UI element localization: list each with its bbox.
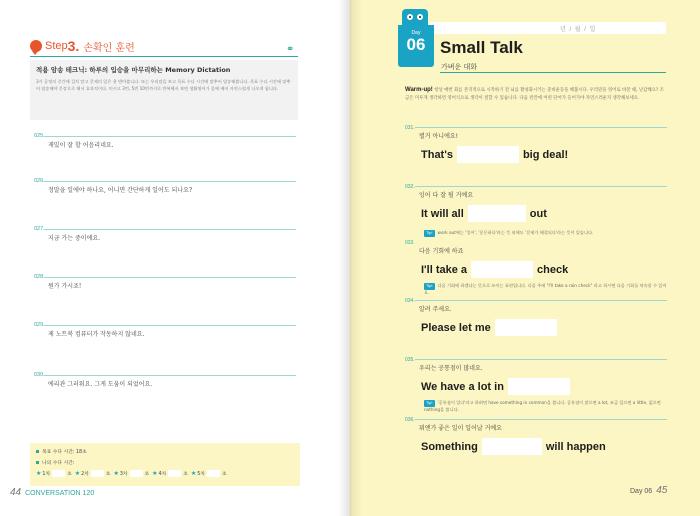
english-sentence: That's big deal!: [421, 146, 568, 163]
question-rule: [44, 277, 296, 278]
left-footer: [10, 487, 94, 498]
answer-blank[interactable]: [457, 146, 519, 163]
step-label: Step: [45, 40, 68, 52]
question-number: 033.: [405, 240, 415, 246]
question-rule: [415, 300, 667, 301]
try-3: ★ 3차 초: [113, 470, 150, 477]
question-number: 035.: [405, 357, 415, 363]
question-number: 027.: [34, 226, 45, 232]
eye-icon: [407, 14, 413, 20]
tip-note: Tip! work out에는 '잉어', '운동하다'라는 뜻 외에도 '문제가 해결되다'라는 뜻이 있습니다.: [426, 230, 594, 235]
korean-prompt: 별거 아니에요!: [419, 133, 459, 140]
time-record-box: [30, 443, 300, 486]
tip-note: Tip! 다음 기회에 하겠다는 뜻으로 쓰이는 표현입니다. 다음 주에 "I'll take a rain check" 라고 하시면 다음 기회를 약속할 수 있어요.: [424, 283, 667, 295]
question-rule: [415, 419, 667, 420]
warmup-label: Warm-up!: [405, 87, 433, 93]
korean-prompt: 알려 주세요.: [419, 306, 452, 313]
time-input[interactable]: [52, 470, 65, 477]
page-number: 45: [656, 485, 668, 496]
header-rule: [30, 56, 298, 57]
answer-blank[interactable]: [471, 261, 533, 278]
try-5: ★ 5차 초: [190, 470, 227, 477]
my-time-label: 나의 수다 시간:: [36, 459, 294, 466]
question-text: 뭔가 가시죠!: [48, 283, 82, 290]
question-number: 026.: [34, 178, 45, 184]
question-rule: [44, 375, 296, 376]
tip-note: Tip! '공통점이 있다'라고 하려면 have something in common을 씁니다. 공통점이 많으면 a lot, 조금 있으면 a little, 없으면 nothing을 씁니다.: [424, 400, 661, 412]
time-input[interactable]: [91, 470, 104, 477]
date-ribbon: [430, 22, 666, 34]
lesson-title: Small Talk: [440, 38, 523, 57]
star-icon: ★: [113, 470, 119, 477]
time-input[interactable]: [207, 470, 220, 477]
step-header: [30, 38, 135, 54]
answer-blank[interactable]: [508, 378, 570, 395]
question-number: 034.: [405, 298, 415, 304]
time-input[interactable]: [130, 470, 143, 477]
english-sentence: It will all out: [421, 205, 547, 222]
warmup-text: [405, 87, 667, 102]
question-rule: [415, 359, 667, 360]
question-number: 036.: [405, 417, 415, 423]
korean-prompt: 뭐엔가 좋은 일이 일어날 거예요: [419, 425, 502, 432]
question-text: 재밌이 잘 할 어음리네요.: [48, 142, 114, 149]
tip-tag: Tip!: [426, 400, 433, 405]
goal-time: 목표 수다 시간: 18초: [36, 448, 294, 455]
question-text: 정말을 일에야 하나요, 어니면 간단하게 일어도 되나요?: [48, 187, 193, 194]
page-number: 44: [10, 487, 22, 498]
question-rule: [415, 186, 667, 187]
lesson-subtitle: 가벼운 대화: [441, 63, 478, 71]
question-rule: [44, 181, 296, 182]
tip-tag: Tip!: [426, 283, 433, 288]
question-rule: [44, 325, 296, 326]
question-number: 025.: [34, 133, 45, 139]
book-title: CONVERSATION 120: [25, 490, 95, 497]
english-sentence: We have a lot in: [421, 378, 574, 395]
question-number: 031.: [405, 125, 415, 131]
method-title: 적용 암송 테크닉: 하루의 입승을 마무리하는 Memory Dictation: [36, 66, 231, 74]
footer-day-label: Day 06: [630, 488, 653, 495]
star-icon: ★: [36, 470, 42, 477]
question-number: 029.: [34, 322, 45, 328]
day-number: 06: [406, 35, 426, 54]
english-sentence: Something will happen: [421, 438, 606, 455]
korean-prompt: 우리는 공통점이 많네요.: [419, 365, 483, 372]
time-input[interactable]: [168, 470, 181, 477]
question-rule: [44, 229, 296, 230]
warmup-body: 항상 매번 회를 본격적으로 시작하기 전 뇌를 활성화시키는 준비운동을 해봅시다. 우리말을 영어로 바꿀 때, 난감해요? 조금은 미루게 생각하면 영어식으로 생각이 절할 수 있습니다. 다음 빈칸에 어떤 단어가 들어가야 자연스러운지 생각해보세요.: [405, 88, 664, 101]
answer-blank[interactable]: [482, 438, 542, 455]
headphones-icon: ⚭: [286, 44, 295, 55]
try-4: ★ 4차 초: [152, 470, 188, 477]
step-number: 3.: [67, 38, 80, 54]
question-text: 제 노트북 컴퓨터가 작동하지 않네요.: [48, 331, 145, 338]
speech-bubble-icon: [30, 40, 42, 52]
day-badge: [398, 25, 434, 67]
answer-blank[interactable]: [468, 205, 526, 222]
date-field[interactable]: 년 / 월 / 일: [560, 27, 597, 33]
method-box: [30, 60, 298, 120]
eye-icon: [417, 14, 423, 20]
tip-tag: Tip!: [426, 230, 433, 235]
question-rule: [415, 127, 667, 128]
korean-prompt: 잉어 다 잘 될 거예요: [419, 192, 473, 199]
question-number: 032.: [405, 184, 415, 190]
title-rule: [440, 72, 666, 73]
answer-blank[interactable]: [495, 319, 557, 336]
mascot-head: [402, 9, 428, 25]
question-number: 028.: [34, 274, 45, 280]
star-icon: ★: [190, 470, 197, 477]
star-icon: ★: [74, 470, 81, 477]
question-text: 에리관 그러워요. 그게 도움이 되었어요.: [48, 381, 153, 388]
star-icon: ★: [152, 470, 158, 477]
question-rule: [44, 136, 296, 137]
step-title: 손확인 훈련: [83, 42, 135, 54]
method-body: 3가 공정의 중간에 걸치 말고 문제의 일은 용 받아씁니다. 또는 우리말을 보고 목표 수다 시간에 맞추어 암송해봅니다. 목표 수다 시간에 맞추어 암송해야 문장으로 해서 효과적이다. 미시고 3번, 5번 10번까지로 반복해서 보면 생활영어가 몸에 배어 자연스럽게 나오게 됩니다.: [36, 79, 291, 91]
tries-row: [36, 470, 294, 477]
english-sentence: I'll take a check: [421, 261, 568, 278]
try-2: ★ 2차 초: [74, 470, 111, 477]
try-1: ★ 1차 초: [36, 470, 72, 477]
question-number: 030.: [34, 372, 45, 378]
right-footer: [630, 485, 667, 496]
question-text: 지금 가는 중이에요.: [48, 235, 101, 242]
korean-prompt: 다음 기회에 하죠: [419, 248, 464, 255]
english-sentence: Please let me: [421, 319, 561, 336]
day-label: Day: [411, 30, 421, 36]
